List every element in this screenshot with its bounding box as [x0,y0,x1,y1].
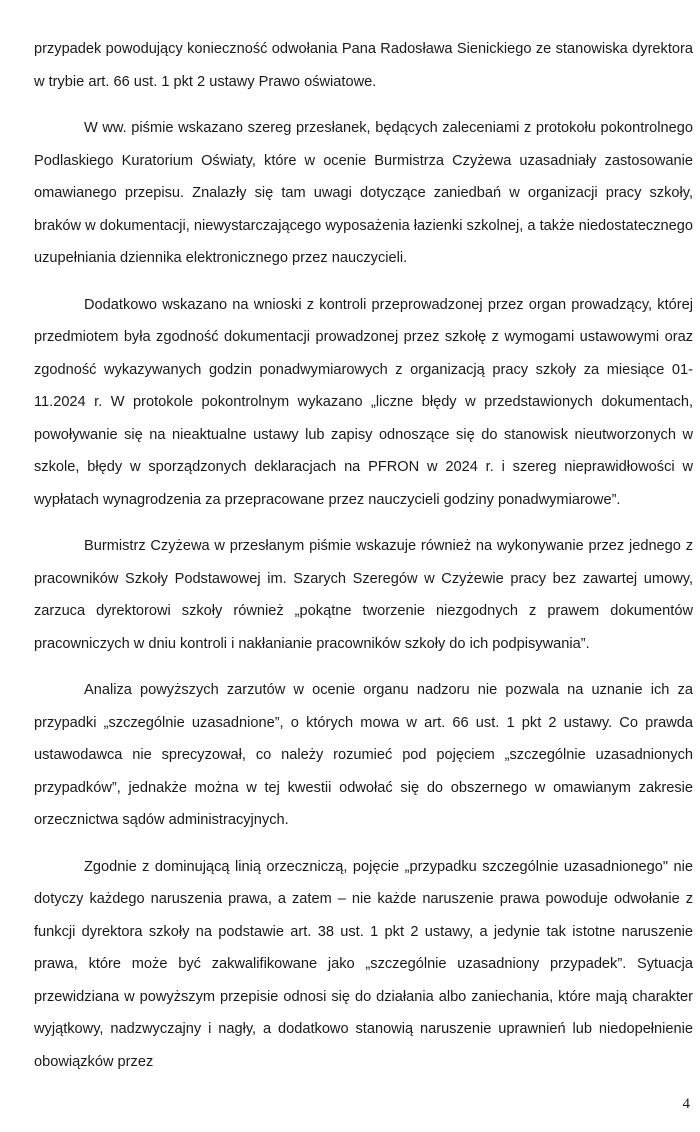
paragraph-continuation: przypadek powodujący konieczność odwołania Pana Radosława Sienickiego ze stanowiska dyrektora w trybie art. 66 ust. 1 pkt 2 ustawy Prawo oświatowe. [34,41,693,90]
paragraph-audit-findings: Dodatkowo wskazano na wnioski z kontroli przeprowadzonej przez organ prowadzący, której przedmiotem była zgodność dokumentacji prowadzonej przez szkołę z wymogami ustawowymi oraz zgodność wykazywanych godzin ponadwymiarowych z organizacją pracy szkoły za miesiące 01-11.2024 r. W protokole pokontrolnym wykazano „liczne błędy w przedstawionych dokumentach, powoływanie się na nieaktualne ustawy lub zapisy odnoszące się do stanowisk nieutworzonych w szkole, błędy w sporządzonych deklaracjach na PFRON w 2024 r. i szereg nieprawidłowości w wypłatach wynagrodzenia za przepracowane przez nauczycieli godziny ponadwymiarowe”. [34,296,693,508]
paragraph-case-law: Zgodnie z dominującą linią orzeczniczą, pojęcie „przypadku szczególnie uzasadnionego" nie dotyczy każdego naruszenia prawa, a zatem – nie każde naruszenie prawa powoduje odwołanie z funkcji dyrektora szkoły na podstawie art. 38 ust. 1 pkt 2 ustawy, a jedynie tak istotne naruszenie prawa, które może być zakwalifikowane jako „szczególnie uzasadniony przypadek”. Sytuacja przewidziana w powyższym przepisie odnosi się do działania albo zaniechania, które mają charakter wyjątkowy, nadzwyczajny i nagły, a dodatkowo stanowią naruszenie uprawnień lub niedopełnienie obowiązków przez [34,858,693,1070]
paragraph-supervisory-analysis: Analiza powyższych zarzutów w ocenie organu nadzoru nie pozwala na uznanie ich za przypadki „szczególnie uzasadnione”, o których mowa w art. 66 ust. 1 pkt 2 ustawy. Co prawda ustawodawca nie sprecyzował, co należy rozumieć pod pojęciem „szczególnie uzasadnionych przypadków”, jednakże można w tej kwestii odwołać się do obszernego w omawianym zakresie orzecznictwa sądów administracyjnych. [34,682,693,828]
paragraph-mayor-allegations: Burmistrz Czyżewa w przesłanym piśmie wskazuje również na wykonywanie przez jednego z pracowników Szkoły Podstawowej im. Szarych Szeregów w Czyżewie pracy bez zawartej umowy, zarzuca dyrektorowi szkoły również „pokątne tworzenie niezgodnych z prawem dokumentów pracowniczych w dniu kontroli i nakłanianie pracowników szkoły do ich podpisywania”. [34,538,693,652]
paragraph-prerequisites: W ww. piśmie wskazano szereg przesłanek, będących zaleceniami z protokołu pokontrolnego Podlaskiego Kuratorium Oświaty, które w ocenie Burmistrza Czyżewa uzasadniały zastosowanie omawianego przepisu. Znalazły się tam uwagi dotyczące zaniedbań w organizacji pracy szkoły, braków w dokumentacji, niewystarczającego wyposażenia łazienki szkolnej, a także niedostatecznego uzupełniania dziennika elektronicznego przez nauczycieli. [34,120,693,266]
document-page [34,33,693,1092]
page-number: 4 [682,1096,690,1112]
